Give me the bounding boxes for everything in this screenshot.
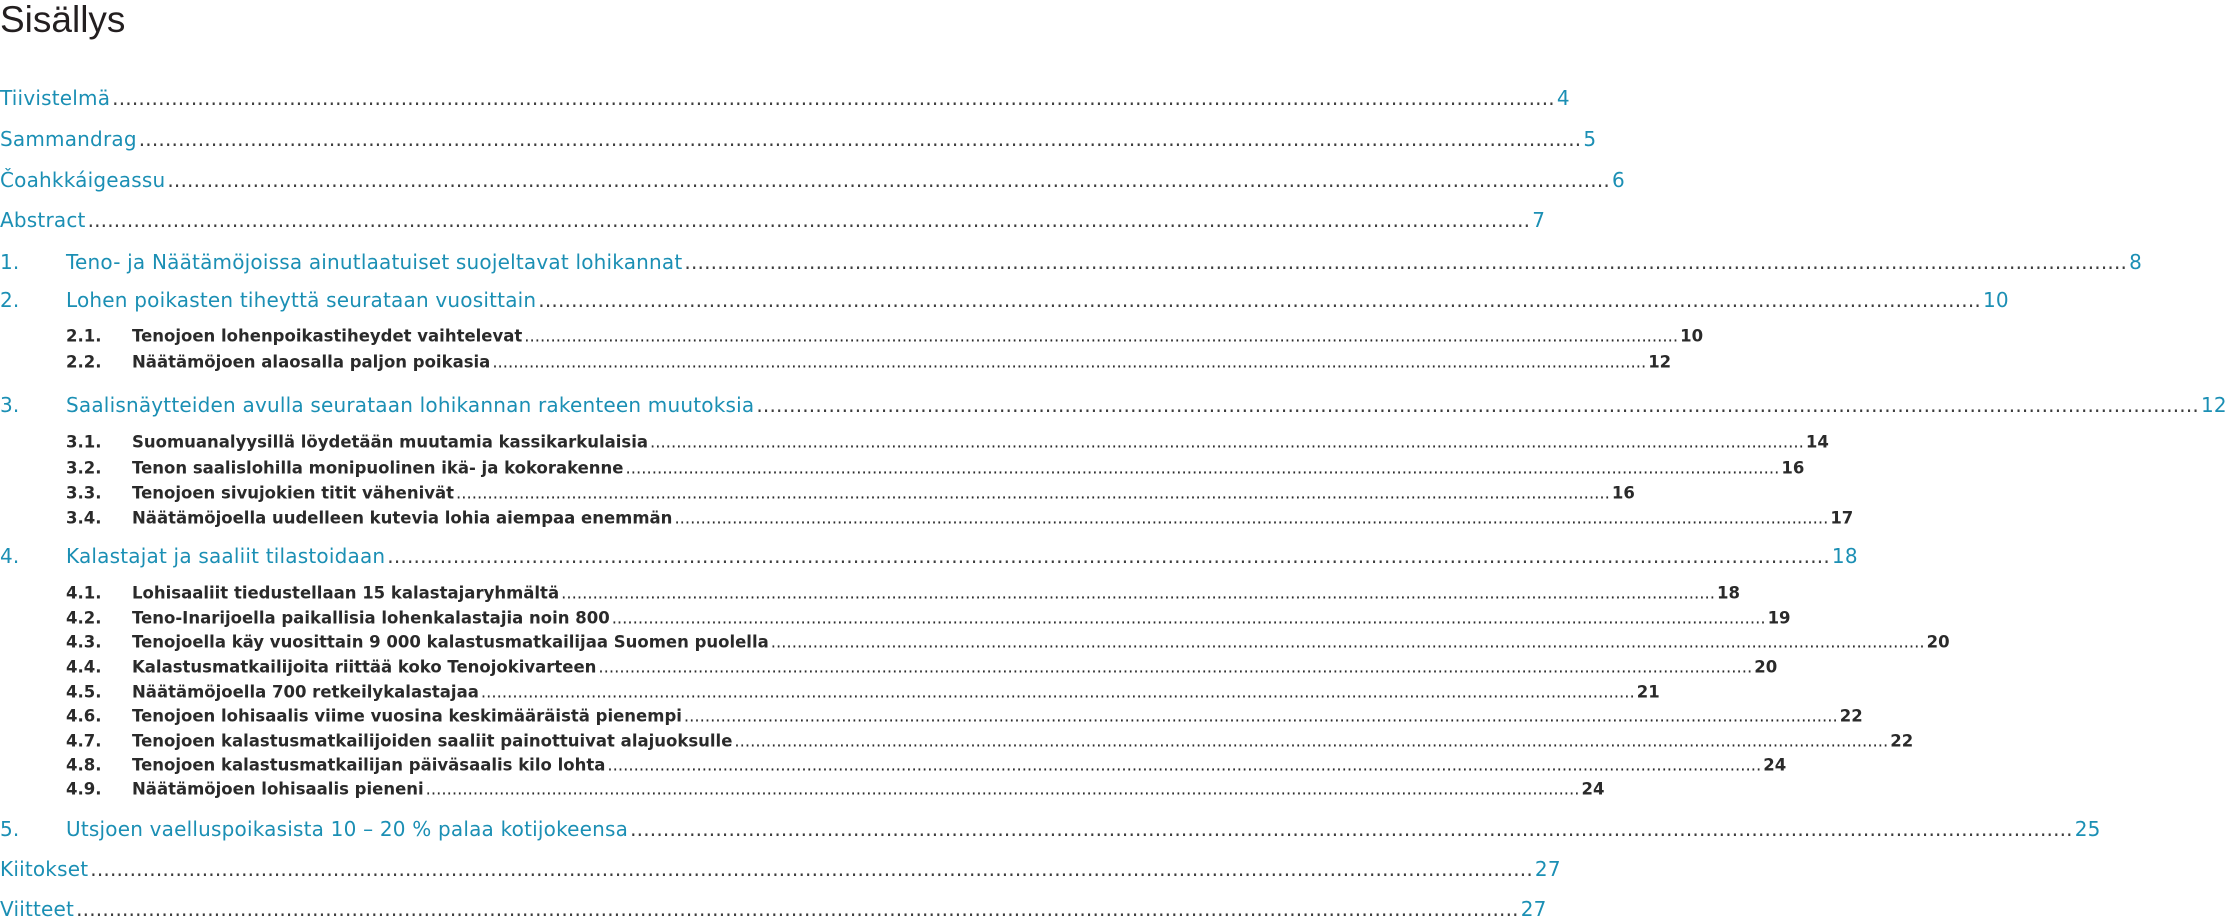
toc-entry-title: Näätämöjoen lohisaalis pieneni — [132, 779, 424, 799]
toc-entry-number: 4.9. — [66, 779, 102, 799]
toc-entry-title: Näätämöjoen alaosalla paljon poikasia — [132, 352, 491, 372]
toc-entry-page-number: 18 — [1716, 583, 1740, 603]
dot-leader: ............................................................................................................................................................................................................................ — [625, 458, 1780, 478]
toc-entry-title: Saalisnäytteiden avulla seurataan lohikannan rakenteen muutoksia — [66, 393, 755, 417]
toc-entry-title: Tiivistelmä — [0, 86, 111, 110]
toc-entry[interactable] — [66, 326, 1704, 346]
toc-entry-title: Utsjoen vaelluspoikasista 10 – 20 % palaa kotijokeensa — [66, 817, 629, 841]
toc-entry[interactable] — [0, 86, 1570, 110]
toc-entry-page-number: 16 — [1611, 483, 1635, 503]
dot-leader: ............................................................................................................................................................................................................................ — [480, 682, 1635, 702]
dot-leader: ............................................................................................................................................................................................................................ — [524, 326, 1679, 346]
dot-leader: ............................................................................................................................................................................................................................ — [684, 250, 2128, 274]
dot-leader: ............................................................................................................................................................................................................................ — [607, 755, 1762, 775]
toc-entry-number: 4.6. — [66, 706, 102, 726]
toc-entry-number: 2. — [0, 288, 20, 312]
dot-leader: ............................................................................................................................................................................................................................ — [598, 657, 1753, 677]
toc-entry-page-number: 27 — [1534, 857, 1561, 881]
toc-entry-number: 4.3. — [66, 632, 102, 652]
toc-entry[interactable] — [0, 127, 1597, 151]
dot-leader: ............................................................................................................................................................................................................................ — [770, 632, 1925, 652]
toc-entry-number: 4.5. — [66, 682, 102, 702]
toc-entry-page-number: 20 — [1754, 657, 1778, 677]
toc-entry[interactable] — [66, 682, 1660, 702]
toc-entry-page-number: 6 — [1611, 168, 1625, 192]
toc-entry-number: 3.2. — [66, 458, 102, 478]
dot-leader: ............................................................................................................................................................................................................................ — [76, 897, 1519, 921]
dot-leader: ............................................................................................................................................................................................................................ — [734, 731, 1889, 751]
toc-entry-page-number: 12 — [2200, 393, 2227, 417]
toc-entry-number: 4.8. — [66, 755, 102, 775]
dot-leader: ............................................................................................................................................................................................................................ — [650, 432, 1804, 452]
toc-entry-page-number: 24 — [1763, 755, 1787, 775]
toc-entry-page-number: 10 — [1982, 288, 2009, 312]
toc-entry-page-number: 19 — [1767, 608, 1791, 628]
dot-leader: ............................................................................................................................................................................................................................ — [425, 779, 1580, 799]
toc-entry[interactable] — [0, 168, 1625, 192]
toc-entry-title: Tenojoen sivujokien titit vähenivät — [132, 483, 455, 503]
toc-entry-title: Abstract — [0, 208, 86, 232]
toc-entry-number: 3.4. — [66, 508, 102, 528]
dot-leader: ............................................................................................................................................................................................................................ — [561, 583, 1715, 603]
toc-entry-title: Tenon saalislohilla monipuolinen ikä- ja kokorakenne — [132, 458, 624, 478]
toc-entry-number: 2.1. — [66, 326, 102, 346]
toc-entry[interactable] — [0, 544, 1858, 568]
dot-leader: ............................................................................................................................................................................................................................ — [138, 127, 1582, 151]
dot-leader: ............................................................................................................................................................................................................................ — [90, 857, 1533, 881]
toc-entry[interactable] — [66, 458, 1805, 478]
dot-leader: ............................................................................................................................................................................................................................ — [492, 352, 1647, 372]
toc-entry-page-number: 22 — [1839, 706, 1863, 726]
toc-entry[interactable] — [66, 657, 1778, 677]
dot-leader: ............................................................................................................................................................................................................................ — [167, 168, 1610, 192]
toc-entry-number: 4.4. — [66, 657, 102, 677]
toc-entry-title: Tenojoella käy vuosittain 9 000 kalastusmatkailijaa Suomen puolella — [132, 632, 769, 652]
toc-entry-title: Näätämöjoella uudelleen kutevia lohia aiempaa enemmän — [132, 508, 673, 528]
toc-entry-page-number: 10 — [1680, 326, 1704, 346]
toc-entry[interactable] — [66, 508, 1854, 528]
toc-entry[interactable] — [0, 208, 1546, 232]
toc-entry[interactable] — [66, 583, 1740, 603]
toc-entry[interactable] — [66, 483, 1635, 503]
toc-entry[interactable] — [0, 817, 2101, 841]
toc-entry-number: 3.3. — [66, 483, 102, 503]
toc-entry[interactable] — [66, 608, 1791, 628]
toc-entry-title: Lohisaaliit tiedustellaan 15 kalastajaryhmältä — [132, 583, 560, 603]
toc-entry-page-number: 17 — [1830, 508, 1854, 528]
toc-entry[interactable] — [66, 755, 1787, 775]
dot-leader: ............................................................................................................................................................................................................................ — [756, 393, 2199, 417]
page-title: Sisällys — [0, 0, 126, 40]
toc-entry-page-number: 27 — [1520, 897, 1547, 921]
toc-entry[interactable] — [66, 706, 1863, 726]
toc-entry-title: Teno- ja Näätämöjoissa ainutlaatuiset suojeltavat lohikannat — [66, 250, 683, 274]
toc-entry[interactable] — [0, 897, 1547, 921]
toc-entry-number: 1. — [0, 250, 20, 274]
toc-entry[interactable] — [0, 250, 2142, 274]
toc-entry[interactable] — [66, 352, 1672, 372]
toc-entry-page-number: 14 — [1805, 432, 1829, 452]
toc-entry-title: Teno-Inarijoella paikallisia lohenkalastajia noin 800 — [132, 608, 610, 628]
toc-entry-title: Kiitokset — [0, 857, 89, 881]
toc-entry-number: 4.1. — [66, 583, 102, 603]
toc-entry-page-number: 8 — [2129, 250, 2142, 274]
toc-entry-title: Čoahkkáigeassu — [0, 168, 166, 192]
toc-entry-title: Tenojoen kalastusmatkailijan päiväsaalis kilo lohta — [132, 755, 606, 775]
toc-entry-title: Tenojoen lohenpoikastiheydet vaihtelevat — [132, 326, 523, 346]
toc-entry-number: 3. — [0, 393, 20, 417]
toc-entry-page-number: 25 — [2074, 817, 2101, 841]
toc-entry[interactable] — [66, 632, 1950, 652]
toc-entry-page-number: 22 — [1890, 731, 1914, 751]
toc-entry[interactable] — [66, 432, 1829, 452]
dot-leader: ............................................................................................................................................................................................................................ — [611, 608, 1766, 628]
toc-entry-number: 2.2. — [66, 352, 102, 372]
dot-leader: ............................................................................................................................................................................................................................ — [674, 508, 1829, 528]
dot-leader: ............................................................................................................................................................................................................................ — [538, 288, 1981, 312]
toc-entry-title: Lohen poikasten tiheyttä seurataan vuosittain — [66, 288, 537, 312]
toc-entry-page-number: 24 — [1581, 779, 1605, 799]
toc-entry-page-number: 16 — [1781, 458, 1805, 478]
toc-entry-page-number: 12 — [1648, 352, 1672, 372]
toc-entry-number: 4.2. — [66, 608, 102, 628]
toc-entry-page-number: 21 — [1636, 682, 1660, 702]
dot-leader: ............................................................................................................................................................................................................................ — [456, 483, 1610, 503]
toc-entry[interactable] — [66, 731, 1914, 751]
toc-entry-number: 3.1. — [66, 432, 102, 452]
toc-entry-title: Kalastusmatkailijoita riittää koko Tenojokivarteen — [132, 657, 597, 677]
toc-entry-title: Näätämöjoella 700 retkeilykalastajaa — [132, 682, 479, 702]
toc-entry-title: Kalastajat ja saaliit tilastoidaan — [66, 544, 386, 568]
toc-entry-page-number: 18 — [1831, 544, 1858, 568]
toc-entry-page-number: 4 — [1556, 86, 1570, 110]
toc-entry[interactable] — [66, 779, 1605, 799]
toc-entry-title: Viitteet — [0, 897, 75, 921]
toc-entry-page-number: 7 — [1532, 208, 1546, 232]
dot-leader: ............................................................................................................................................................................................................................ — [112, 86, 1555, 110]
toc-entry-number: 5. — [0, 817, 20, 841]
toc-entry[interactable] — [0, 857, 1561, 881]
toc-entry-number: 4. — [0, 544, 20, 568]
dot-leader: ............................................................................................................................................................................................................................ — [630, 817, 2073, 841]
toc-entry-number: 4.7. — [66, 731, 102, 751]
dot-leader: ............................................................................................................................................................................................................................ — [683, 706, 1838, 726]
dot-leader: ............................................................................................................................................................................................................................ — [387, 544, 1830, 568]
dot-leader: ............................................................................................................................................................................................................................ — [87, 208, 1531, 232]
toc-entry-page-number: 5 — [1583, 127, 1597, 151]
toc-entry-title: Tenojoen lohisaalis viime vuosina keskimääräistä pienempi — [132, 706, 682, 726]
toc-entry-title: Tenojoen kalastusmatkailijoiden saaliit painottuivat alajuoksulle — [132, 731, 733, 751]
toc-entry-page-number: 20 — [1926, 632, 1950, 652]
toc-entry[interactable] — [0, 288, 2009, 312]
toc-entry-title: Suomuanalyysillä löydetään muutamia kassikarkulaisia — [132, 432, 649, 452]
toc-entry-title: Sammandrag — [0, 127, 137, 151]
toc-entry[interactable] — [0, 393, 2227, 417]
